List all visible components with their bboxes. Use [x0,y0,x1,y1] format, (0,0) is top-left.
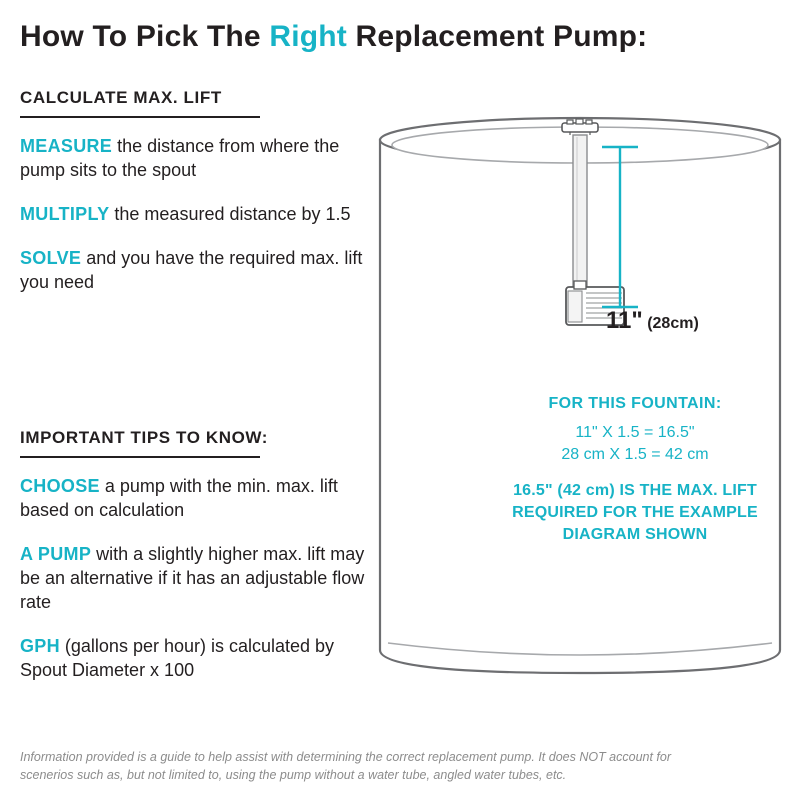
section-important-tips [20,428,380,702]
calculation-line-metric: 28 cm X 1.5 = 42 cm [561,446,709,463]
list-item-lead: MEASURE [20,136,113,156]
dimension-label [606,307,699,335]
dimension-metric: (28cm) [647,315,699,332]
calculation-block [475,395,795,546]
calculation-result-line-1: 16.5" (42 cm) IS THE MAX. LIFT [513,482,757,499]
calculation-result-line-2: REQUIRED FOR THE EXAMPLE [512,504,758,521]
spout-nozzle [562,119,598,135]
list-item-text: a pump with the min. max. lift based on calculation [20,476,338,520]
disclaimer [20,748,780,784]
list-item-text: with a slightly higher max. lift may be an alternative if it has an adjustable flow rate [20,544,365,612]
dimension-value: 11" [606,307,643,334]
list-item-text: the measured distance by 1.5 [109,204,351,224]
calculation-line-imperial: 11" X 1.5 = 16.5" [575,424,695,441]
disclaimer-line-2: scenerios such as, but not limited to, using the pump without a water tube, angled water tubes, etc. [20,768,567,782]
page-title-after: Replacement Pump: [346,20,648,53]
section-heading: CALCULATE MAX. LIFT [20,88,222,107]
fountain-diagram [370,95,790,695]
divider [20,456,260,458]
list-item [20,246,370,294]
list-item-lead: A PUMP [20,544,92,564]
page-title-before: How To Pick The [20,20,270,53]
section-heading: IMPORTANT TIPS TO KNOW: [20,428,269,447]
list-item-lead: MULTIPLY [20,204,110,224]
calculation-heading: FOR THIS FOUNTAIN: [548,395,722,412]
calculation-result-line-3: DIAGRAM SHOWN [562,526,708,543]
list-item-lead: CHOOSE [20,476,100,496]
list-item [20,542,370,614]
list-item-text: (gallons per hour) is calculated by Spout Diameter x 100 [20,636,335,680]
section-calculate-max-lift [20,88,370,314]
list-item [20,474,370,522]
list-item [20,634,370,682]
list-item-text: the distance from where the pump sits to the spout [20,136,340,180]
disclaimer-line-1: Information provided is a guide to help assist with determining the correct replacement pump. It does NOT account for [20,750,672,764]
list-item-lead: SOLVE [20,248,82,268]
list-item [20,202,370,226]
list-item-text: and you have the required max. lift you need [20,248,363,292]
list-item-lead: GPH [20,636,60,656]
page-title [20,20,780,54]
list-item [20,134,370,182]
calculation-result [475,480,795,546]
divider [20,116,260,118]
page-title-accent: Right [269,20,347,53]
